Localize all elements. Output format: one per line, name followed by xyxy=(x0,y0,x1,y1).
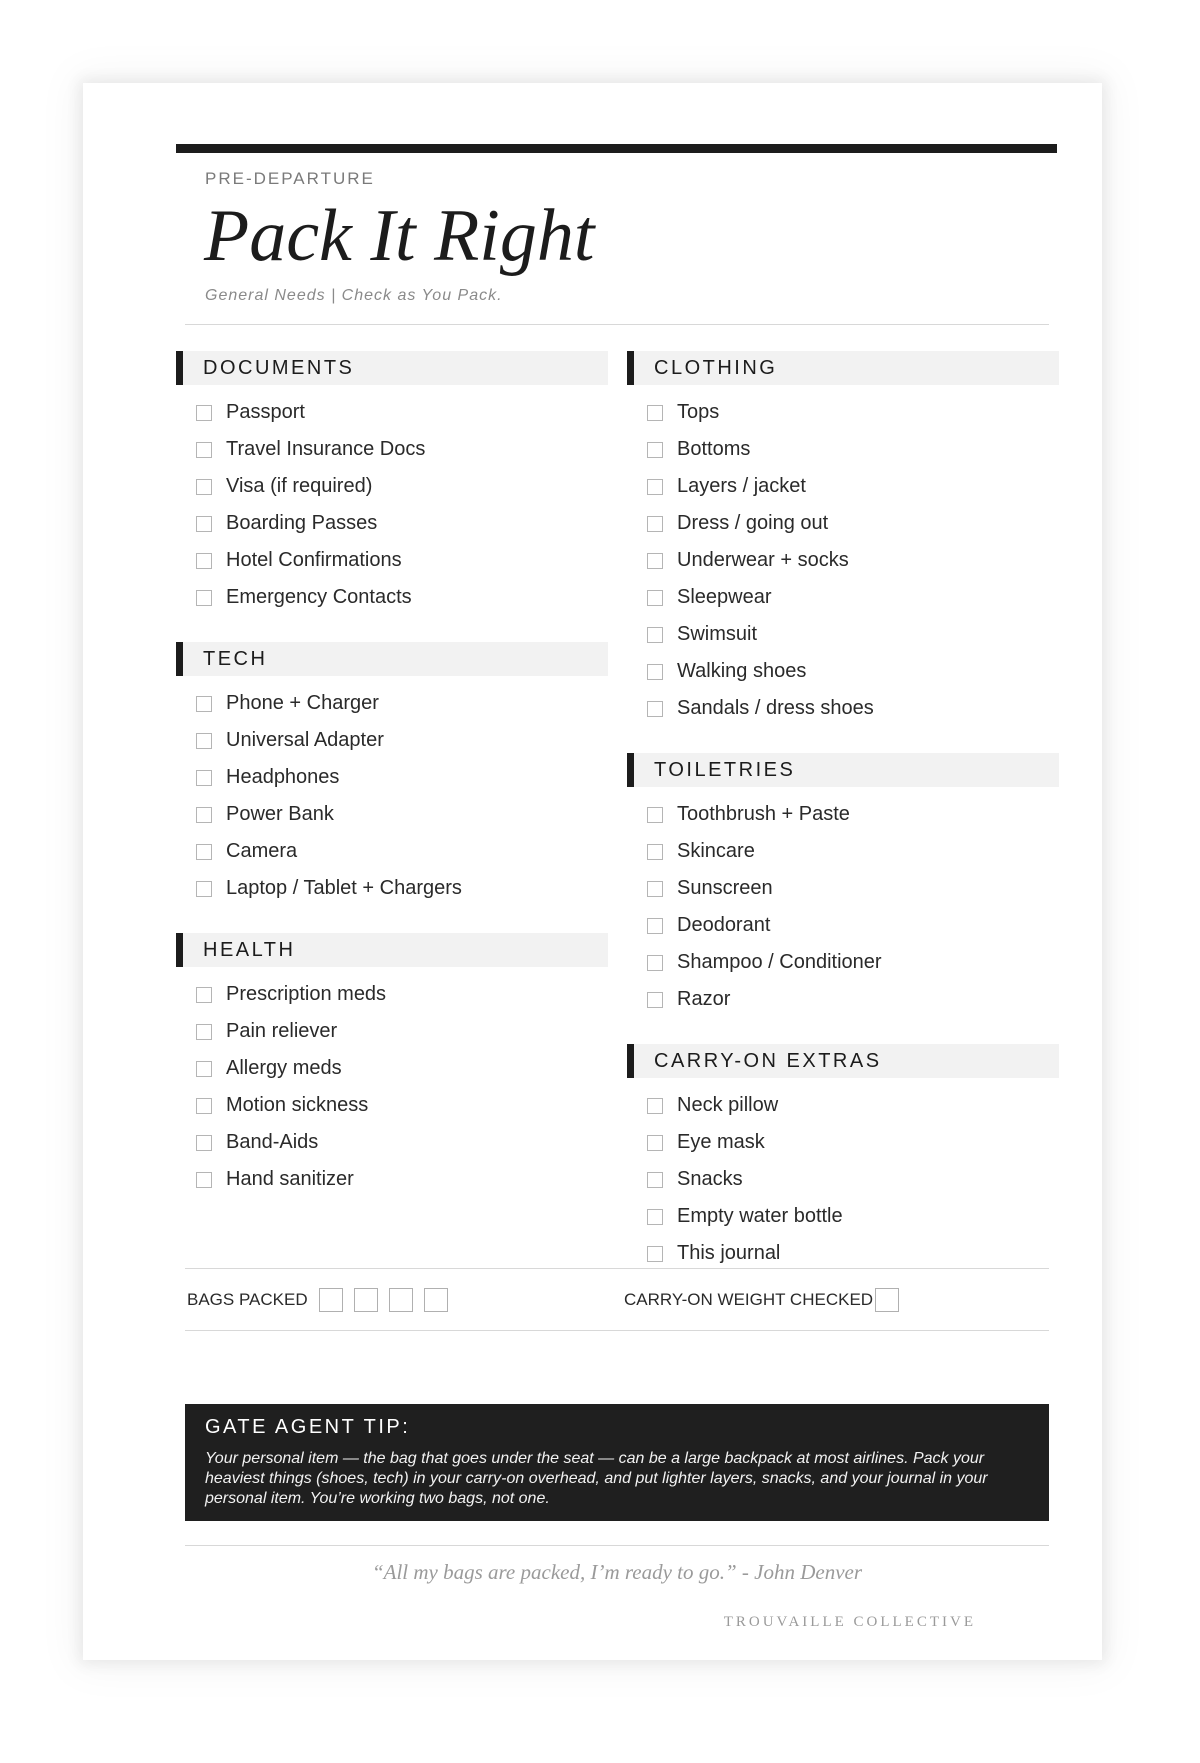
item-label: Walking shoes xyxy=(677,660,807,682)
top-accent-bar xyxy=(176,144,1057,153)
page-subtitle: General Needs | Check as You Pack. xyxy=(205,287,503,304)
carry-on-weight-label: CARRY-ON WEIGHT CHECKED xyxy=(624,1290,874,1309)
checkbox[interactable] xyxy=(196,733,212,749)
checklist-item[interactable] xyxy=(176,505,608,542)
checklist-item[interactable] xyxy=(176,976,608,1013)
item-label: Phone + Charger xyxy=(226,692,379,714)
divider xyxy=(185,1330,1049,1331)
checkbox[interactable] xyxy=(647,627,663,643)
checklist-item[interactable] xyxy=(176,833,608,870)
item-label: Allergy meds xyxy=(226,1057,342,1079)
checklist-item[interactable] xyxy=(627,944,1059,981)
checkbox[interactable] xyxy=(196,696,212,712)
item-label: Camera xyxy=(226,840,298,862)
checkbox[interactable] xyxy=(647,516,663,532)
item-label: Hotel Confirmations xyxy=(226,549,402,571)
tip-title: GATE AGENT TIP: xyxy=(205,1416,411,1438)
checklist-item[interactable] xyxy=(627,981,1059,1018)
checkbox[interactable] xyxy=(647,918,663,934)
item-label: Headphones xyxy=(226,766,340,788)
item-label: Pain reliever xyxy=(226,1020,338,1042)
section-header-documents: DOCUMENTS xyxy=(176,351,608,385)
carry-on-weight-tracker xyxy=(624,1287,899,1313)
checkbox[interactable] xyxy=(647,1209,663,1225)
checklist-page xyxy=(83,83,1102,1660)
item-label: Deodorant xyxy=(677,914,771,936)
checklist-item[interactable] xyxy=(176,1050,608,1087)
item-label: Dress / going out xyxy=(677,512,829,534)
checklist-item[interactable] xyxy=(176,870,608,907)
checkbox[interactable] xyxy=(196,516,212,532)
checkbox[interactable] xyxy=(196,844,212,860)
checklist-item[interactable] xyxy=(627,1235,1059,1272)
section-header-toiletries: TOILETRIES xyxy=(627,753,1059,787)
item-label: Bottoms xyxy=(677,438,751,460)
checklist-item[interactable] xyxy=(627,833,1059,870)
checklist-item[interactable] xyxy=(627,690,1059,727)
checklist-item[interactable] xyxy=(627,579,1059,616)
tip-body: Your personal item — the bag that goes under the seat — can be a large backpack at most airlines. Pack your heaviest things (shoes, tech) in your carry-on overhead, and put lighter layers, snacks, and your journal in your personal item. You’re working two bags, not one. xyxy=(205,1450,988,1507)
checklist-item[interactable] xyxy=(176,468,608,505)
checkbox[interactable] xyxy=(196,1061,212,1077)
item-label: Tops xyxy=(677,401,720,423)
bag-packed-checkbox[interactable] xyxy=(319,1288,343,1312)
checkbox[interactable] xyxy=(196,770,212,786)
checklist-item[interactable] xyxy=(627,907,1059,944)
item-label: Prescription meds xyxy=(226,983,387,1005)
checklist-item[interactable] xyxy=(176,722,608,759)
checklist-item[interactable] xyxy=(627,616,1059,653)
checklist-item[interactable] xyxy=(627,431,1059,468)
divider xyxy=(185,324,1049,325)
checklist-toiletries xyxy=(627,796,1059,1018)
checklist-item[interactable] xyxy=(176,1161,608,1198)
checklist-clothing xyxy=(627,394,1059,727)
checklist-item[interactable] xyxy=(176,431,608,468)
checkbox[interactable] xyxy=(196,807,212,823)
checkbox[interactable] xyxy=(196,1098,212,1114)
item-label: Sleepwear xyxy=(677,586,772,608)
page-title: Pack It Right xyxy=(204,195,595,277)
checklist-item[interactable] xyxy=(176,542,608,579)
checkbox[interactable] xyxy=(196,1172,212,1188)
item-label: Universal Adapter xyxy=(226,729,384,751)
checkbox[interactable] xyxy=(196,987,212,1003)
checklist-item[interactable] xyxy=(176,685,608,722)
checkbox[interactable] xyxy=(647,844,663,860)
item-label: Razor xyxy=(677,988,731,1010)
checkbox[interactable] xyxy=(196,442,212,458)
checklist-item[interactable] xyxy=(627,542,1059,579)
checklist-tech xyxy=(176,685,608,907)
item-label: Motion sickness xyxy=(226,1094,369,1116)
checkbox[interactable] xyxy=(196,553,212,569)
checkbox[interactable] xyxy=(647,553,663,569)
checkbox[interactable] xyxy=(196,1024,212,1040)
checklist-item[interactable] xyxy=(176,1087,608,1124)
item-label: Neck pillow xyxy=(677,1094,779,1116)
checklist-health xyxy=(176,976,608,1198)
checklist-item[interactable] xyxy=(627,870,1059,907)
checklist-item[interactable] xyxy=(176,1124,608,1161)
item-label: Layers / jacket xyxy=(677,475,806,497)
checklist-item[interactable] xyxy=(627,1198,1059,1235)
divider xyxy=(185,1268,1049,1269)
checkbox[interactable] xyxy=(647,1135,663,1151)
item-label: Travel Insurance Docs xyxy=(226,438,426,460)
item-label: Underwear + socks xyxy=(677,549,849,571)
checkbox[interactable] xyxy=(647,479,663,495)
item-label: Empty water bottle xyxy=(677,1205,843,1227)
checkbox[interactable] xyxy=(196,590,212,606)
bag-packed-checkbox[interactable] xyxy=(424,1288,448,1312)
eyebrow-label: PRE-DEPARTURE xyxy=(205,169,375,188)
checkbox[interactable] xyxy=(647,1246,663,1262)
checklist-item[interactable] xyxy=(627,394,1059,431)
item-label: Skincare xyxy=(677,840,755,862)
checkbox[interactable] xyxy=(196,405,212,421)
item-label: Emergency Contacts xyxy=(226,586,412,608)
bag-packed-checkbox[interactable] xyxy=(354,1288,378,1312)
checkbox[interactable] xyxy=(647,881,663,897)
checklist-item[interactable] xyxy=(627,468,1059,505)
checkbox[interactable] xyxy=(647,955,663,971)
item-label: Toothbrush + Paste xyxy=(677,803,850,825)
checklist-item[interactable] xyxy=(176,1013,608,1050)
footer-quote: “All my bags are packed, I’m ready to go.” - John Denver xyxy=(371,1560,863,1584)
checkbox[interactable] xyxy=(647,590,663,606)
brand-mark: TROUVAILLE COLLECTIVE xyxy=(723,1614,976,1630)
checklist-documents xyxy=(176,394,608,616)
section-header-tech: TECH xyxy=(176,642,608,676)
checklist-item[interactable] xyxy=(627,653,1059,690)
right-column xyxy=(627,351,1059,1272)
checkbox[interactable] xyxy=(647,405,663,421)
section-header-health: HEALTH xyxy=(176,933,608,967)
item-label: Hand sanitizer xyxy=(226,1168,354,1190)
checkbox[interactable] xyxy=(647,701,663,717)
checkbox[interactable] xyxy=(647,442,663,458)
section-header-carry-on-extras: CARRY-ON EXTRAS xyxy=(627,1044,1059,1078)
item-label: Visa (if required) xyxy=(226,475,373,497)
checkbox[interactable] xyxy=(647,664,663,680)
item-label: Power Bank xyxy=(226,803,334,825)
checkbox[interactable] xyxy=(196,479,212,495)
gate-agent-tip-box xyxy=(185,1404,1049,1521)
item-label: Laptop / Tablet + Chargers xyxy=(226,877,462,899)
checkbox[interactable] xyxy=(647,1172,663,1188)
checklist-item[interactable] xyxy=(176,759,608,796)
checkbox[interactable] xyxy=(196,881,212,897)
item-label: Sunscreen xyxy=(677,877,773,899)
item-label: Passport xyxy=(226,401,305,423)
item-label: This journal xyxy=(677,1242,781,1264)
checklist-item[interactable] xyxy=(627,1124,1059,1161)
checkbox[interactable] xyxy=(647,1098,663,1114)
checkbox[interactable] xyxy=(647,807,663,823)
bags-packed-label: BAGS PACKED xyxy=(187,1290,308,1309)
checklist-carry-on-extras xyxy=(627,1087,1059,1272)
checklist-item[interactable] xyxy=(627,1087,1059,1124)
checklist-item[interactable] xyxy=(627,1161,1059,1198)
left-column xyxy=(176,351,608,1198)
item-label: Sandals / dress shoes xyxy=(677,697,874,719)
checklist-item[interactable] xyxy=(627,796,1059,833)
bags-packed-tracker xyxy=(187,1287,448,1313)
divider xyxy=(185,1545,1049,1546)
checkbox[interactable] xyxy=(647,992,663,1008)
checklist-item[interactable] xyxy=(176,394,608,431)
item-label: Shampoo / Conditioner xyxy=(677,951,882,973)
checklist-item[interactable] xyxy=(176,796,608,833)
item-label: Snacks xyxy=(677,1168,743,1190)
checklist-item[interactable] xyxy=(176,579,608,616)
item-label: Band-Aids xyxy=(226,1131,319,1153)
item-label: Eye mask xyxy=(677,1131,765,1153)
checklist-item[interactable] xyxy=(627,505,1059,542)
bag-packed-checkbox[interactable] xyxy=(389,1288,413,1312)
carry-on-weight-checkbox[interactable] xyxy=(875,1288,899,1312)
checkbox[interactable] xyxy=(196,1135,212,1151)
item-label: Swimsuit xyxy=(677,623,758,645)
section-header-clothing: CLOTHING xyxy=(627,351,1059,385)
item-label: Boarding Passes xyxy=(226,512,378,534)
